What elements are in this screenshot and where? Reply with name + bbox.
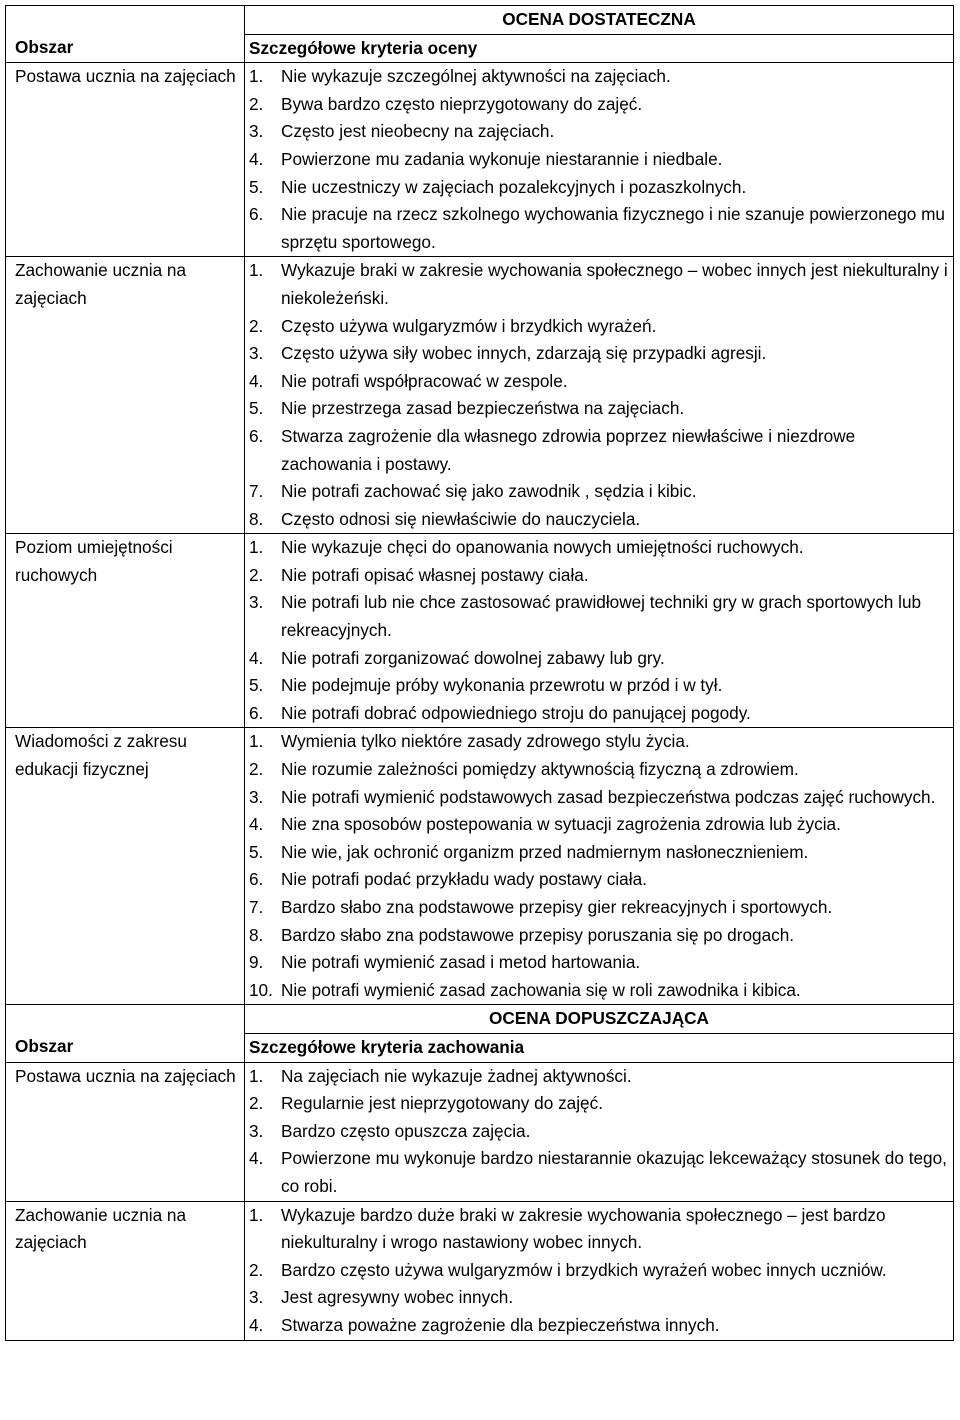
item-number: 2. bbox=[249, 1259, 264, 1280]
grade-title: OCENA DOPUSZCZAJĄCA bbox=[245, 1005, 954, 1034]
item-text: Nie potrafi podać przykładu wady postawy ciała. bbox=[281, 869, 647, 890]
item-text: Stwarza poważne zagrożenie dla bezpieczeństwa innych. bbox=[281, 1314, 720, 1335]
criteria-item bbox=[249, 340, 949, 368]
criteria-item bbox=[249, 645, 949, 673]
item-text: Często używa siły wobec innych, zdarzają się przypadki agresji. bbox=[281, 343, 767, 364]
item-text: Stwarza zagrożenie dla własnego zdrowia poprzez niewłaściwe i niezdrowe zachowania i postawy. bbox=[281, 425, 856, 474]
criteria-row bbox=[6, 1201, 954, 1340]
blank-cell bbox=[6, 1005, 245, 1062]
item-number: 4. bbox=[249, 814, 264, 835]
item-text: Często jest nieobecny na zajęciach. bbox=[281, 121, 555, 142]
criteria-list bbox=[249, 1202, 949, 1340]
criteria-item bbox=[249, 672, 949, 700]
criteria-item bbox=[249, 174, 949, 202]
item-text: Nie podejmuje próby wykonania przewrotu w przód i w tył. bbox=[281, 675, 723, 696]
item-text: Wymienia tylko niektóre zasady zdrowego stylu życia. bbox=[281, 731, 690, 752]
item-text: Często używa wulgaryzmów i brzydkich wyrażeń. bbox=[281, 315, 657, 336]
item-number: 5. bbox=[249, 675, 264, 696]
item-text: Nie potrafi współpracować w zespole. bbox=[281, 370, 568, 391]
criteria-cell bbox=[245, 63, 954, 257]
criteria-item bbox=[249, 562, 949, 590]
item-number: 2. bbox=[249, 1093, 264, 1114]
criteria-item bbox=[249, 1202, 949, 1257]
area-header: Obszar bbox=[15, 1035, 74, 1056]
criteria-row bbox=[6, 257, 954, 534]
item-number: 3. bbox=[249, 343, 264, 364]
criteria-item bbox=[249, 506, 949, 534]
criteria-cell bbox=[245, 1062, 954, 1201]
criteria-item bbox=[249, 700, 949, 728]
item-text: Bywa bardzo często nieprzygotowany do zajęć. bbox=[281, 93, 643, 114]
item-text: Regularnie jest nieprzygotowany do zajęć. bbox=[281, 1093, 603, 1114]
criteria-table bbox=[5, 5, 954, 1341]
item-text: Bardzo słabo zna podstawowe przepisy poruszania się po drogach. bbox=[281, 924, 795, 945]
grade-title-row bbox=[6, 1005, 954, 1034]
criteria-item bbox=[249, 1118, 949, 1146]
item-number: 8. bbox=[249, 924, 264, 945]
grade-title-row bbox=[6, 6, 954, 35]
criteria-item bbox=[249, 1063, 949, 1091]
criteria-cell bbox=[245, 257, 954, 534]
item-text: Powierzone mu zadania wykonuje niestarannie i niedbale. bbox=[281, 148, 723, 169]
criteria-item bbox=[249, 1312, 949, 1340]
criteria-row bbox=[6, 534, 954, 728]
item-number: 6. bbox=[249, 702, 264, 723]
criteria-item bbox=[249, 866, 949, 894]
criteria-item bbox=[249, 1090, 949, 1118]
criteria-item bbox=[249, 423, 949, 478]
blank-cell bbox=[6, 6, 245, 63]
criteria-list bbox=[249, 534, 949, 727]
criteria-item bbox=[249, 534, 949, 562]
item-text: Nie pracuje na rzecz szkolnego wychowania fizycznego i nie szanuje powierzonego mu sprzętu sportowego. bbox=[281, 204, 945, 252]
criteria-item bbox=[249, 589, 949, 644]
area-name: Wiadomości z zakresu edukacji fizycznej bbox=[6, 728, 245, 1005]
item-text: Nie zna sposobów postepowania w sytuacji zagrożenia zdrowia lub życia. bbox=[281, 814, 841, 835]
item-text: Wykazuje bardzo duże braki w zakresie wychowania społecznego – jest bardzo niekulturalny i wrogo nastawiony wobec innych. bbox=[281, 1204, 886, 1253]
criteria-item bbox=[249, 1284, 949, 1312]
item-text: Bardzo często używa wulgaryzmów i brzydkich wyrażeń wobec innych uczniów. bbox=[281, 1259, 887, 1280]
criteria-header: Szczegółowe kryteria oceny bbox=[245, 34, 954, 63]
item-number: 1. bbox=[249, 1204, 264, 1225]
criteria-item bbox=[249, 811, 949, 839]
item-number: 1. bbox=[249, 1065, 264, 1086]
item-number: 7. bbox=[249, 481, 264, 502]
criteria-row bbox=[6, 728, 954, 1005]
item-text: Wykazuje braki w zakresie wychowania społecznego – wobec innych jest niekulturalny i niekoleżeński. bbox=[281, 260, 948, 308]
item-number: 1. bbox=[249, 731, 264, 752]
criteria-item bbox=[249, 728, 949, 756]
grade-title: OCENA DOSTATECZNA bbox=[245, 6, 954, 35]
item-number: 6. bbox=[249, 869, 264, 890]
item-text: Nie potrafi opisać własnej postawy ciała. bbox=[281, 564, 589, 585]
item-text: Jest agresywny wobec innych. bbox=[281, 1287, 514, 1308]
item-number: 3. bbox=[249, 592, 264, 613]
item-number: 3. bbox=[249, 1120, 264, 1141]
item-text: Nie uczestniczy w zajęciach pozalekcyjnych i pozaszkolnych. bbox=[281, 176, 747, 197]
item-number: 4. bbox=[249, 1314, 264, 1335]
criteria-item bbox=[249, 91, 949, 119]
item-text: Nie wykazuje chęci do opanowania nowych umiejętności ruchowych. bbox=[281, 537, 804, 558]
item-text: Często odnosi się niewłaściwie do nauczyciela. bbox=[281, 508, 641, 529]
criteria-item bbox=[249, 977, 949, 1005]
criteria-item bbox=[249, 63, 949, 91]
item-text: Nie potrafi wymienić zasad zachowania się w roli zawodnika i kibica. bbox=[281, 979, 801, 1000]
criteria-row bbox=[6, 1062, 954, 1201]
item-text: Bardzo słabo zna podstawowe przepisy gier rekreacyjnych i sportowych. bbox=[281, 897, 833, 917]
item-text: Bardzo często opuszcza zajęcia. bbox=[281, 1120, 531, 1141]
criteria-item bbox=[249, 368, 949, 396]
item-text: Nie wykazuje szczególnej aktywności na zajęciach. bbox=[281, 66, 671, 87]
criteria-list bbox=[249, 257, 949, 533]
area-name: Poziom umiejętności ruchowych bbox=[6, 534, 245, 728]
criteria-list bbox=[249, 63, 949, 256]
area-name: Postawa ucznia na zajęciach bbox=[6, 1062, 245, 1201]
criteria-item bbox=[249, 478, 949, 506]
area-name: Zachowanie ucznia na zajęciach bbox=[6, 1201, 245, 1340]
item-number: 6. bbox=[249, 425, 264, 446]
criteria-item bbox=[249, 894, 949, 922]
criteria-cell bbox=[245, 534, 954, 728]
item-number: 3. bbox=[249, 121, 264, 142]
item-text: Na zajęciach nie wykazuje żadnej aktywności. bbox=[281, 1065, 632, 1086]
item-number: 4. bbox=[249, 647, 264, 668]
criteria-item bbox=[249, 922, 949, 950]
criteria-item bbox=[249, 257, 949, 312]
item-number: 1. bbox=[249, 66, 264, 87]
item-text: Nie wie, jak ochronić organizm przed nadmiernym nasłonecznieniem. bbox=[281, 841, 809, 862]
item-number: 6. bbox=[249, 204, 264, 225]
criteria-item bbox=[249, 1257, 949, 1285]
item-number: 2. bbox=[249, 315, 264, 336]
item-number: 2. bbox=[249, 93, 264, 114]
item-text: Nie potrafi lub nie chce zastosować prawidłowej techniki gry w grach sportowych lub rekreacyjnych. bbox=[281, 592, 922, 641]
criteria-item bbox=[249, 756, 949, 784]
item-text: Nie potrafi dobrać odpowiedniego stroju do panującej pogody. bbox=[281, 702, 751, 723]
item-number: 3. bbox=[249, 1287, 264, 1308]
criteria-cell bbox=[245, 728, 954, 1005]
item-number: 4. bbox=[249, 370, 264, 391]
criteria-item bbox=[249, 146, 949, 174]
area-header: Obszar bbox=[15, 36, 74, 57]
criteria-item bbox=[249, 395, 949, 423]
criteria-item bbox=[249, 118, 949, 146]
item-number: 3. bbox=[249, 786, 264, 807]
item-number: 5. bbox=[249, 398, 264, 419]
criteria-item bbox=[249, 1145, 949, 1200]
area-name: Zachowanie ucznia na zajęciach bbox=[6, 257, 245, 534]
item-text: Nie potrafi wymienić podstawowych zasad bezpieczeństwa podczas zajęć ruchowych. bbox=[281, 786, 936, 807]
item-text: Nie potrafi zorganizować dowolnej zabawy lub gry. bbox=[281, 647, 665, 668]
item-number: 1. bbox=[249, 260, 264, 281]
criteria-item bbox=[249, 784, 949, 812]
item-text: Nie rozumie zależności pomiędzy aktywnością fizyczną a zdrowiem. bbox=[281, 759, 799, 780]
item-number: 2. bbox=[249, 564, 264, 585]
item-number: 1. bbox=[249, 537, 264, 558]
item-text: Nie przestrzega zasad bezpieczeństwa na zajęciach. bbox=[281, 398, 685, 419]
item-number: 4. bbox=[249, 148, 264, 169]
item-number: 9. bbox=[249, 952, 264, 973]
criteria-item bbox=[249, 839, 949, 867]
criteria-row bbox=[6, 63, 954, 257]
document-page bbox=[5, 5, 954, 1341]
item-number: 10. bbox=[249, 979, 273, 1000]
spacer bbox=[15, 6, 240, 34]
criteria-item bbox=[249, 201, 949, 256]
area-name: Postawa ucznia na zajęciach bbox=[6, 63, 245, 257]
item-text: Powierzone mu wykonuje bardzo niestarannie okazując lekceważący stosunek do tego, co robi. bbox=[281, 1148, 947, 1196]
item-number: 5. bbox=[249, 176, 264, 197]
criteria-cell bbox=[245, 1201, 954, 1340]
item-number: 4. bbox=[249, 1148, 264, 1169]
item-text: Nie potrafi wymienić zasad i metod hartowania. bbox=[281, 952, 641, 973]
criteria-list bbox=[249, 1063, 949, 1201]
criteria-item bbox=[249, 949, 949, 977]
item-number: 8. bbox=[249, 508, 264, 529]
item-number: 7. bbox=[249, 897, 264, 917]
criteria-list bbox=[249, 728, 949, 1004]
criteria-header: Szczegółowe kryteria zachowania bbox=[245, 1033, 954, 1062]
item-number: 2. bbox=[249, 759, 264, 780]
spacer bbox=[15, 1005, 240, 1033]
criteria-item bbox=[249, 313, 949, 341]
item-number: 5. bbox=[249, 841, 264, 862]
item-text: Nie potrafi zachować się jako zawodnik , sędzia i kibic. bbox=[281, 481, 697, 502]
